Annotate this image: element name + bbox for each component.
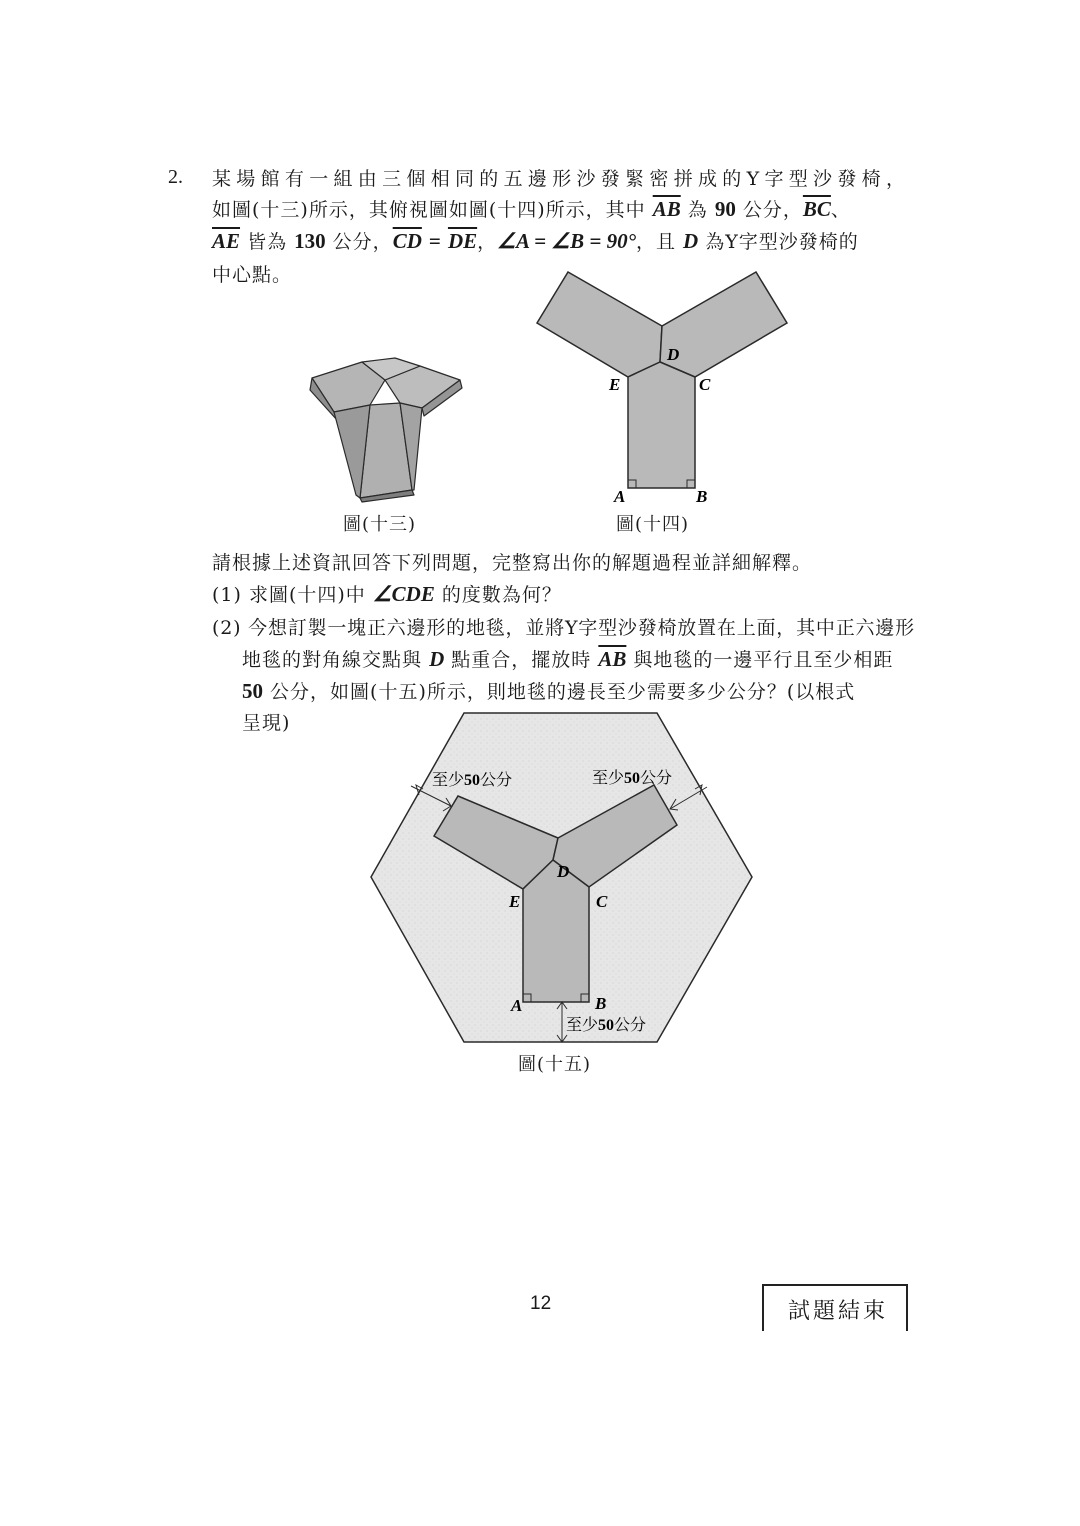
part-2-line-2: 地毯的對角線交點與 D 點重合，擺放時 $\overline{AB}$ 與地毯的一邊平行且至少相距 — [242, 647, 894, 671]
segment-ab: $\overline{AB}$ — [652, 197, 681, 221]
angle-condition: ∠A = ∠B = 90° — [497, 229, 636, 253]
figure-15-caption: 圖(十五) — [518, 1054, 592, 1075]
page-number: 12 — [530, 1293, 552, 1314]
distance-label-bottom: 至少50公分 — [566, 1017, 647, 1034]
segment-ab-2: $\overline{AB}$ — [598, 647, 627, 671]
angle-cde: ∠CDE — [372, 582, 435, 606]
segment-bc: $\overline{BC}$ — [802, 197, 831, 221]
length-ab: 90 — [714, 197, 736, 221]
part-1: (1) 求圖(十四)中 ∠CDE 的度數為何？ — [212, 582, 562, 606]
rug-label-c: C — [596, 892, 608, 911]
end-of-exam-label: 試題結束 — [762, 1284, 908, 1331]
distance-label-right: 至少50公分 — [592, 770, 673, 787]
figure-13-sofa-photo — [300, 350, 470, 510]
figure-13-caption: 圖(十三) — [343, 514, 417, 535]
label-b: B — [696, 487, 708, 506]
label-e: E — [609, 375, 621, 394]
part-2-line-4: 呈現) — [242, 712, 291, 734]
rug-label-d: D — [557, 862, 570, 881]
instructions: 請根據上述資訊回答下列問題，完整寫出你的解題過程並詳細解釋。 — [212, 552, 813, 574]
question-line-2: 如圖(十三)所示，其俯視圖如圖(十四)所示，其中 $\overline{AB}$ 為 90 公分，$\overline{BC}$、 — [212, 197, 851, 221]
part-2-line-1: (2) 今想訂製一塊正六邊形的地毯，並將Y字型沙發椅放置在上面，其中正六邊形 — [212, 617, 915, 639]
question-line-1: 某場館有一組由三個相同的五邊形沙發緊密拼成的Y字型沙發椅， — [212, 168, 911, 190]
point-d: D — [683, 229, 699, 253]
figure-14-top-view — [530, 268, 795, 508]
distance-50: 50 — [242, 679, 263, 703]
rug-label-a: A — [511, 996, 523, 1015]
distance-label-left: 至少50公分 — [432, 772, 513, 789]
question-number: 2. — [168, 166, 183, 188]
question-line-4: 中心點。 — [212, 264, 293, 286]
figure-15-hexagon-rug — [360, 705, 780, 1050]
sofa-left-wing — [537, 272, 662, 377]
segment-cd: $\overline{CD}$ — [392, 229, 422, 253]
point-d-2: D — [429, 647, 445, 671]
label-c: C — [699, 375, 711, 394]
segment-de: $\overline{DE}$ — [447, 229, 478, 253]
rug-label-e: E — [509, 892, 521, 911]
label-d: D — [667, 345, 680, 364]
rug-sofa-stem — [523, 860, 589, 1002]
rug-label-b: B — [595, 994, 607, 1013]
length-bc: 130 — [294, 229, 326, 253]
question-line-3: $\overline{AE}$ 皆為 130 公分，$\overline{CD} = \overline{DE}$，∠A = ∠B = 90°，且 D 為Y字型沙發椅的 — [212, 229, 859, 253]
segment-ae: $\overline{AE}$ — [212, 229, 241, 253]
figure-14-caption: 圖(十四) — [616, 514, 690, 535]
part-2-line-3: 50 公分，如圖(十五)所示，則地毯的邊長至少需要多少公分？(以根式 — [242, 679, 856, 703]
sofa-bottom-stem — [628, 362, 695, 488]
label-a: A — [614, 487, 626, 506]
